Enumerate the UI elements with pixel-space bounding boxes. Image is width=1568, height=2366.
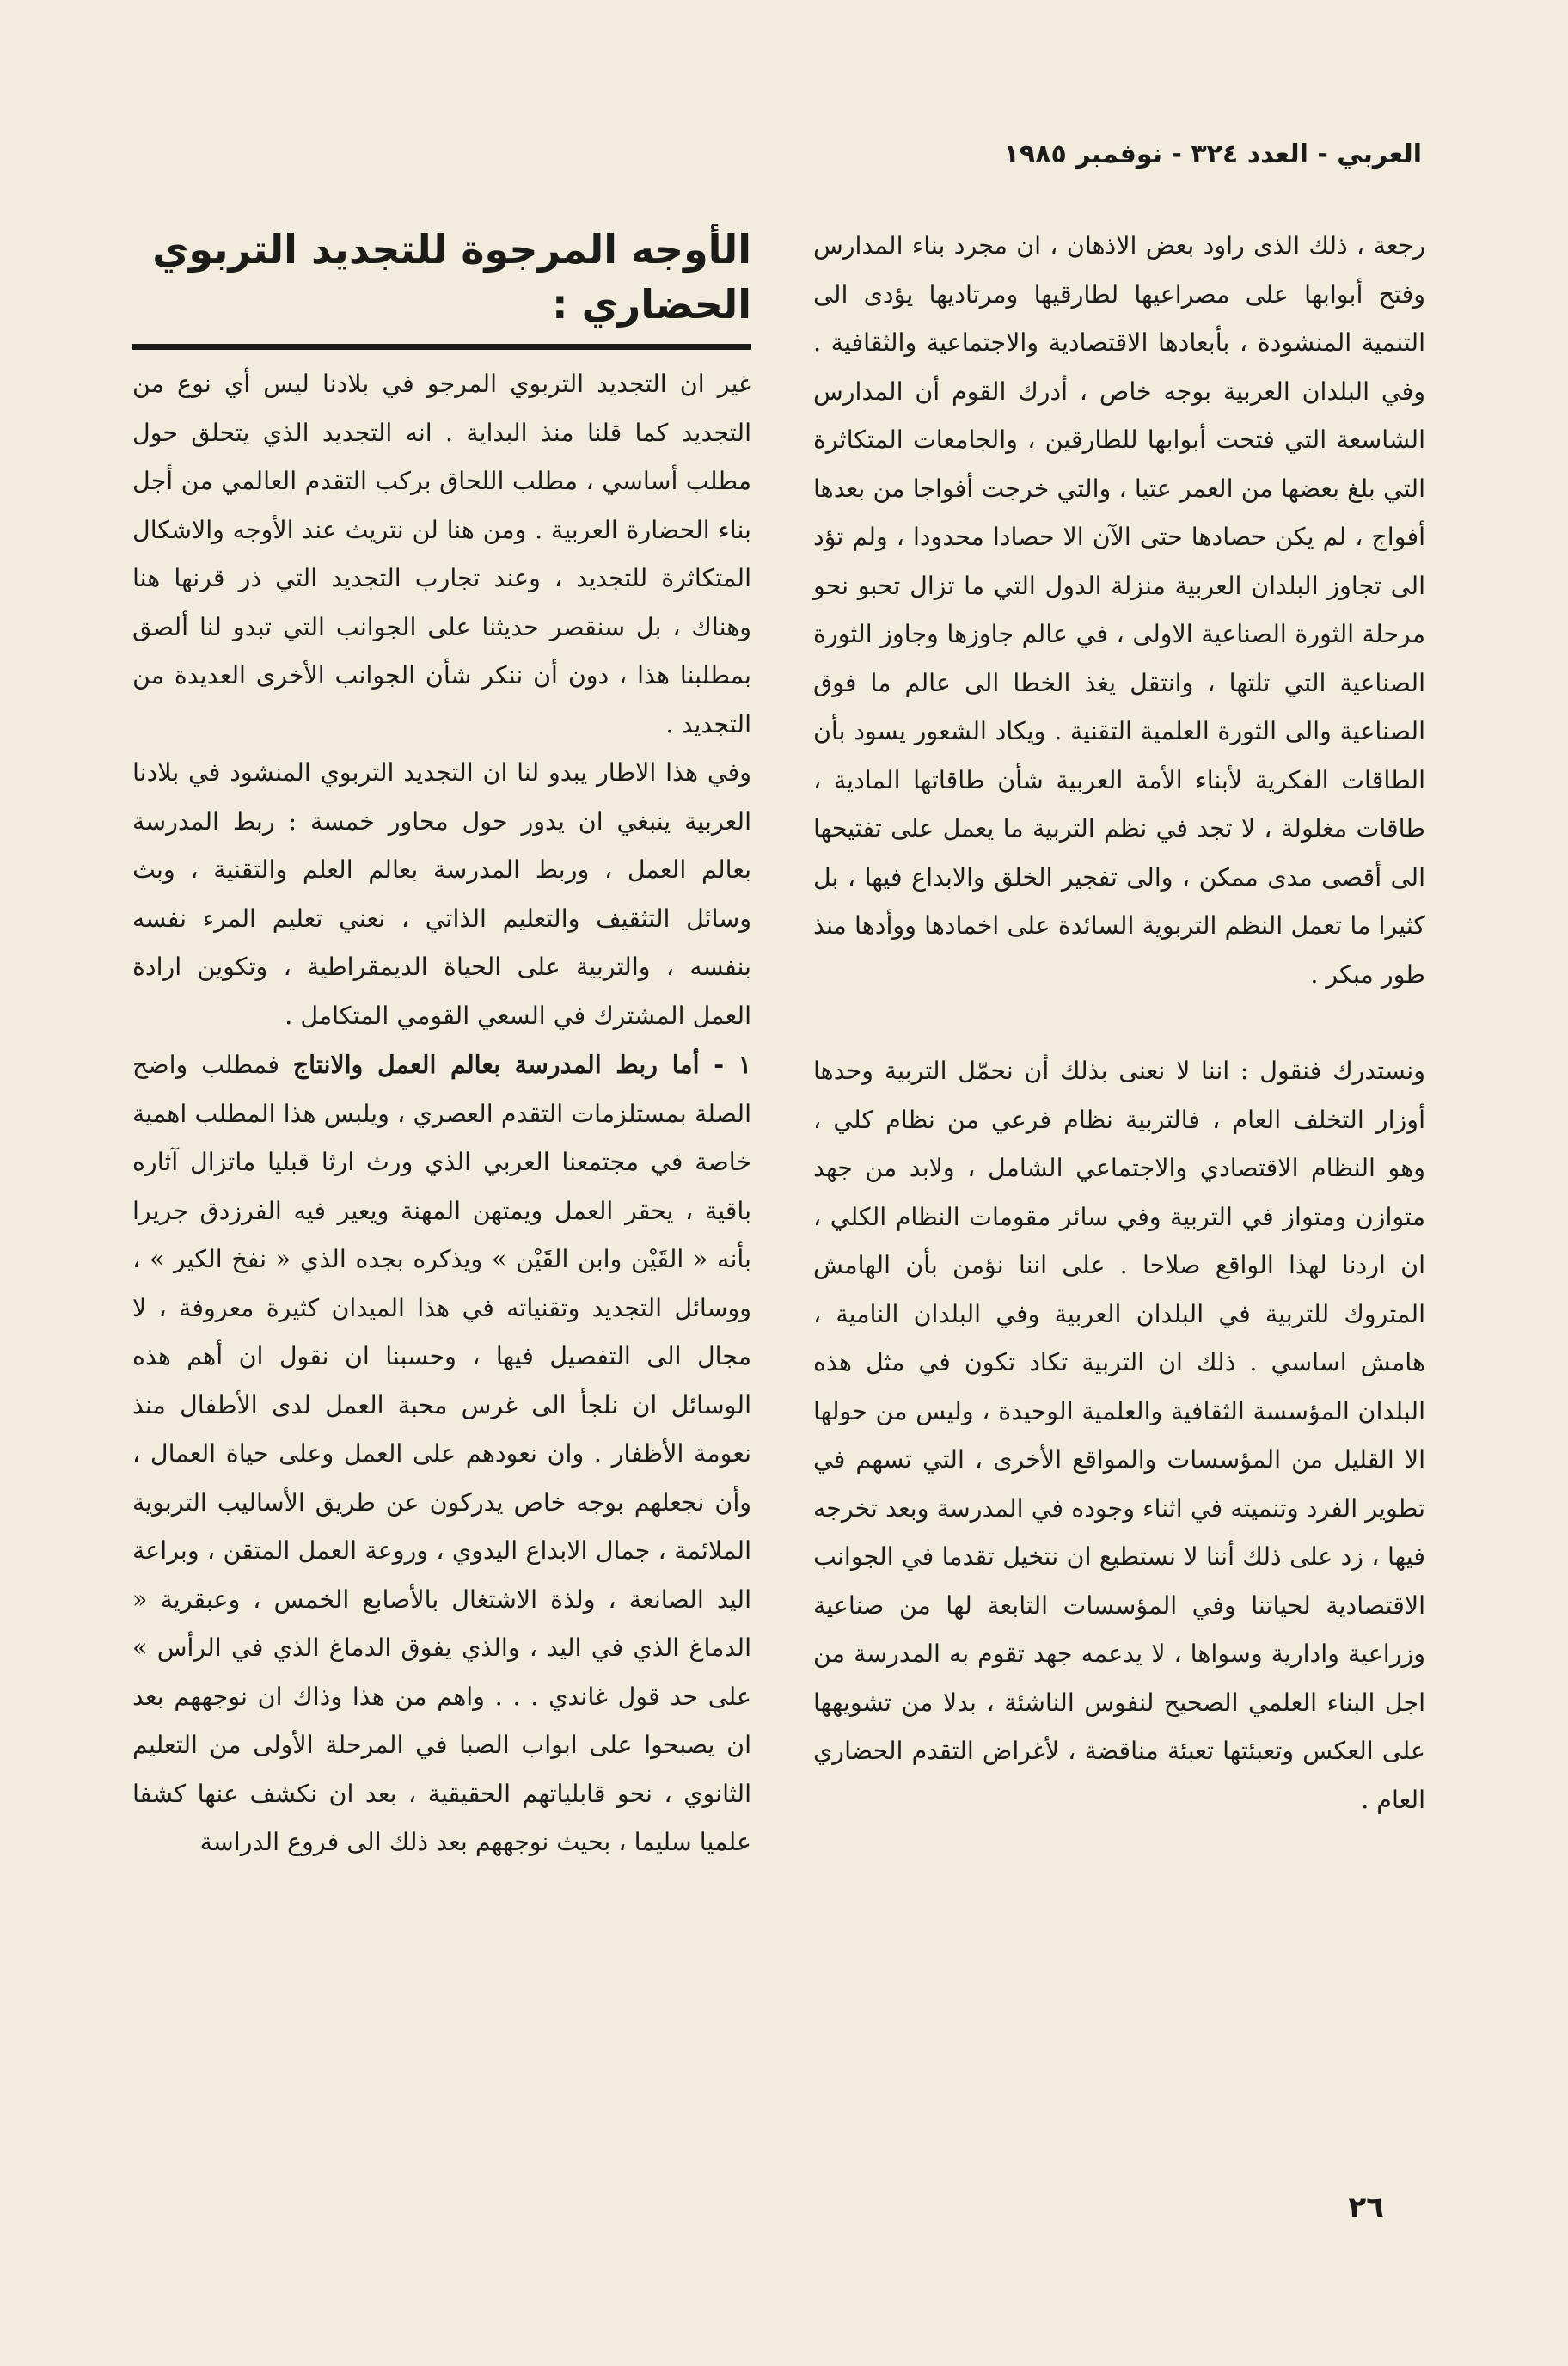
right-column-paragraph-1: رجعة ، ذلك الذى راود بعض الاذهان ، ان مجرد بناء المدارس وفتح أبوابها على مصراعيها لطارقيها ومرتاديها يؤدى الى التنمية المنشودة ، بأبعادها الاقتصادية والاجتماعية والثقافية . وفي البلدان العربية بوجه خاص ، أدرك القوم أن المدارس الشاسعة التي فتحت أبوابها للطارقين ، والجامعات المتكاثرة التي بلغ بعضها من العمر عتيا ، والتي خرجت أفواجا من بعدها أفواج ، لم يكن حصادها حتى الآن الا حصادا محدودا ، ولم تؤد الى تجاوز البلدان العربية منزلة الدول التي ما تزال تحبو نحو مرحلة الثورة الصناعية الاولى ، في عالم جاوزها وجاوز الثورة الصناعية التي تلتها ، وانتقل يغذ الخطا الى عالم ما فوق الصناعية والى الثورة العلمية التقنية . ويكاد الشعور يسود بأن الطاقات الفكرية لأبناء الأمة العربية شأن طاقاتها المادية ، طاقات مغلولة ، لا تجد في نظم التربية ما يعمل على تفتيحها الى أقصى مدى ممكن ، والى تفجير الخلق والابداع فيها ، بل كثيرا ما تعمل النظم التربوية السائدة على اخمادها ووأدها منذ طور مبكر . bbox=[813, 231, 1425, 989]
point-1-heading: ١ - أما ربط المدرسة بعالم العمل والانتاج bbox=[292, 1050, 751, 1079]
left-column-paragraph-2: وفي هذا الاطار يبدو لنا ان التجديد التربوي المنشود في بلادنا العربية ينبغي ان يدور حول محاور خمسة : ربط المدرسة بعالم العمل ، وربط المدرسة بعالم العلم والتقنية ، وبث وسائل التثقيف والتعليم الذاتي ، نعني تعليم المرء نفسه بنفسه ، والتربية على الحياة الديمقراطية ، وتكوين ارادة العمل المشترك في السعي القومي المتكامل . bbox=[132, 758, 751, 1030]
running-head: العربي - العدد ٣٢٤ - نوفمبر ١٩٨٥ bbox=[1003, 139, 1422, 169]
point-1-text: فمطلب واضح الصلة بمستلزمات التقدم العصري ، ويلبس هذا المطلب اهمية خاصة في مجتمعنا العربي الذي ورث ارثا قبليا ماتزال آثاره باقية ، يحقر العمل ويمتهن المهنة ويعير فيه الفرزدق جريرا بأنه « القَيْن وابن القَيْن » ويذكره بجده الذي « نفخ الكير » ، ووسائل التجديد وتقنياته في هذا الميدان كثيرة معروفة ، لا مجال الى التفصيل فيها ، وحسبنا ان نقول ان أهم هذه الوسائل ان نلجأ الى غرس محبة العمل لدى الأطفال منذ نعومة الأظفار . وان نعودهم على العمل وعلى حياة العمال ، وأن نجعلهم بوجه خاص يدركون عن طريق الأساليب التربوية الملائمة ، جمال الابداع اليدوي ، وروعة العمل المتقن ، وبراعة اليد الصانعة ، ولذة الاشتغال بالأصابع الخمس ، وعبقرية « الدماغ الذي في اليد ، والذي يفوق الدماغ الذي في الرأس » على حد قول غاندي . . . واهم من هذا وذاك ان نوجههم بعد ان يصبحوا على ابواب الصبا في المرحلة الأولى من التعليم الثانوي ، نحو قابلياتهم الحقيقية ، بعد ان نكشف عنها كشفا علميا سليما ، بحيث نوجههم بعد ذلك الى فروع الدراسة bbox=[132, 1051, 751, 1856]
section-title: الأوجه المرجوة للتجديد التربوي الحضاري : bbox=[152, 226, 751, 328]
left-column bbox=[132, 222, 751, 1867]
page-number: ٢٦ bbox=[1348, 2191, 1384, 2225]
right-column bbox=[813, 222, 1425, 1824]
left-column-paragraph-1: غير ان التجديد التربوي المرجو في بلادنا ليس أي نوع من التجديد كما قلنا منذ البداية . انه التجديد الذي يتحلق حول مطلب أساسي ، مطلب اللحاق بركب التقدم العالمي من أجل بناء الحضارة العربية . ومن هنا لن نتريث عند الأوجه والاشكال المتكاثرة للتجديد ، وعند تجارب التجديد التي ذر قرنها هنا وهناك ، بل سنقصر حديثنا على الجوانب التي تبدو لنا ألصق بمطلبنا هذا ، دون أن ننكر شأن الجوانب الأخرى العديدة من التجديد . bbox=[132, 370, 751, 739]
title-underline-rule bbox=[132, 344, 751, 350]
left-column-point-1 bbox=[132, 1040, 751, 1867]
right-column-paragraph-2: ونستدرك فنقول : اننا لا نعنى بذلك أن نحمّل التربية وحدها أوزار التخلف العام ، فالتربية نظام فرعي من نظام كلي ، وهو النظام الاقتصادي والاجتماعي الشامل ، ولابد من جهد متوازن ومتواز في التربية وفي سائر مقومات النظام الكلي ، ان اردنا لهذا الواقع صلاحا . على اننا نؤمن بأن الهامش المتروك للتربية في البلدان العربية وفي البلدان النامية ، هامش اساسي . ذلك ان التربية تكاد تكون في مثل هذه البلدان المؤسسة الثقافية والعلمية الوحيدة ، وليس من حولها الا القليل من المؤسسات والمواقع الأخرى ، التي تسهم في تطوير الفرد وتنميته في اثناء وجوده في المدرسة وبعد تخرجه فيها ، زد على ذلك أننا لا نستطيع ان نتخيل تقدما في الجوانب الاقتصادية لحياتنا وفي المؤسسات التابعة لها من صناعية وزراعية وادارية وسواها ، لا يدعمه جهد تقوم به المدرسة من اجل البناء العلمي الصحيح لنفوس الناشئة ، بدلا من تشويهها على العكس وتعبئتها تعبئة مناقضة ، لأغراض التقدم الحضاري العام . bbox=[813, 1057, 1425, 1814]
